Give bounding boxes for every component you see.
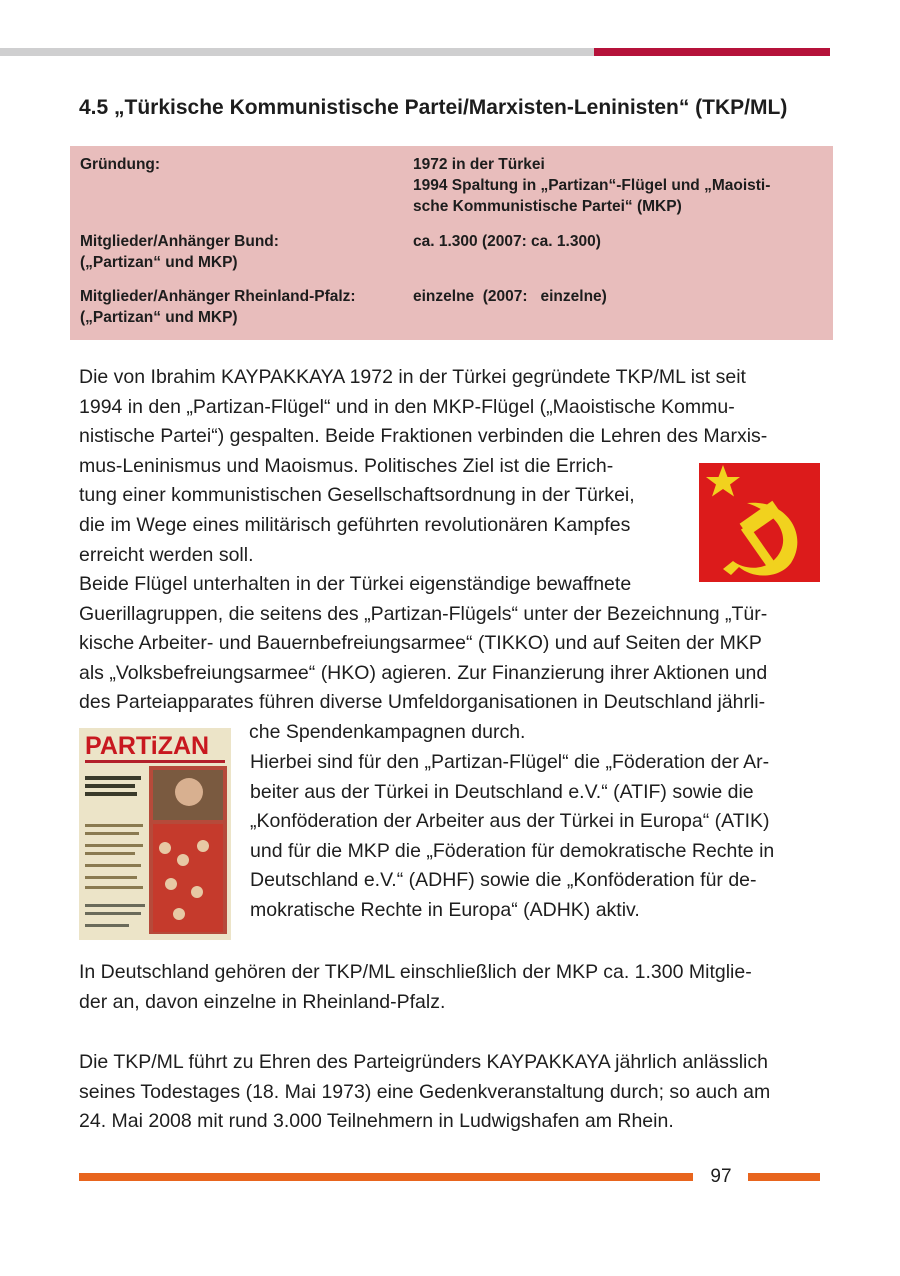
text-line: Deutschland e.V.“ (ADHF) sowie die „Konföderation für de-: [250, 869, 757, 892]
text-line: Hierbei sind für den „Partizan-Flügel“ die „Föderation der Ar-: [250, 751, 770, 773]
fact-box: [70, 146, 833, 340]
text-line: In Deutschland gehören der TKP/ML einschließlich der MKP ca. 1.300 Mitglie-: [79, 961, 752, 983]
hammer-sickle-flag-image: [699, 463, 820, 582]
text-line: der an, davon einzelne in Rheinland-Pfalz.: [79, 990, 446, 1013]
paragraph-guerilla: [79, 570, 767, 748]
fact-value: [413, 154, 818, 217]
fact-label: Gründung:: [80, 156, 161, 173]
fact-value-line: sche Kommunistische Partei“ (MKP): [413, 198, 682, 215]
footer-rule-right: [748, 1173, 820, 1181]
text-line: che Spendenkampagnen durch.: [249, 720, 526, 743]
text-line: die im Wege eines militärisch geführten revolutionären Kampfes: [79, 513, 631, 536]
magazine-cover-illustration: [79, 728, 231, 940]
fact-label: [80, 231, 410, 273]
fact-value: einzelne (2007: einzelne): [413, 288, 607, 305]
text-line: „Konföderation der Arbeiter aus der Türkei in Europa“ (ATIK): [250, 810, 770, 833]
section-title: 4.5 „Türkische Kommunistische Partei/Marxisten-Leninisten“ (TKP/ML): [79, 96, 788, 119]
header-rule-grey: [0, 48, 594, 56]
fact-label-line: Mitglieder/Anhänger Bund:: [80, 233, 279, 250]
text-line: nistische Partei“) gespalten. Beide Fraktionen verbinden die Lehren des Marxis-: [79, 425, 768, 448]
text-line: des Parteiapparates führen diverse Umfeldorganisationen in Deutschland jährli-: [79, 691, 766, 714]
fact-value-line: 1994 Spaltung in „Partizan“-Flügel und „Maoisti-: [413, 177, 771, 194]
fact-label-line: („Partizan“ und MKP): [80, 254, 238, 271]
text-line: mokratische Rechte in Europa“ (ADHK) aktiv.: [250, 898, 640, 921]
text-line: und für die MKP die „Föderation für demokratische Rechte in: [250, 839, 775, 862]
paragraph-intro: [79, 363, 767, 570]
fact-label-line: Mitglieder/Anhänger Rheinland-Pfalz:: [80, 288, 356, 305]
text-line: seines Todestages (18. Mai 1973) eine Gedenkveranstaltung durch; so auch am: [79, 1080, 771, 1103]
page-number: 97: [710, 1166, 732, 1187]
text-line: Beide Flügel unterhalten in der Türkei eigenständige bewaffnete: [79, 573, 632, 595]
hammer-sickle-icon: [699, 463, 820, 582]
fact-label: [80, 286, 410, 328]
text-line: tung einer kommunistischen Gesellschaftsordnung in der Türkei,: [79, 484, 635, 507]
fact-label-line: („Partizan“ und MKP): [80, 309, 238, 326]
paragraph-organisations: [250, 748, 774, 926]
text-line: 24. Mai 2008 mit rund 3.000 Teilnehmern in Ludwigshafen am Rhein.: [79, 1110, 674, 1133]
text-line: erreicht werden soll.: [79, 543, 254, 566]
footer-rule-left: [79, 1173, 693, 1181]
paragraph-membership: [79, 958, 752, 1017]
header-rule-red: [594, 48, 830, 56]
magazine-masthead: PARTiZAN: [85, 732, 210, 760]
fact-value: ca. 1.300 (2007: ca. 1.300): [413, 233, 601, 250]
text-line: Guerillagruppen, die seitens des „Partizan-Flügels“ unter der Bezeichnung „Tür-: [79, 602, 768, 625]
text-line: Die von Ibrahim KAYPAKKAYA 1972 in der Türkei gegründete TKP/ML ist seit: [79, 366, 746, 388]
text-line: kische Arbeiter- und Bauernbefreiungsarmee“ (TIKKO) und auf Seiten der MKP: [79, 632, 762, 655]
text-line: mus-Leninismus und Maoismus. Politisches Ziel ist die Errich-: [79, 454, 614, 477]
partizan-magazine-cover-image: [79, 728, 231, 940]
fact-value-line: 1972 in der Türkei: [413, 156, 545, 173]
text-line: 1994 in den „Partizan-Flügel“ und in den MKP-Flügel („Maoistische Kommu-: [79, 395, 735, 418]
text-line: als „Volksbefreiungsarmee“ (HKO) agieren. Zur Finanzierung ihrer Aktionen und: [79, 661, 768, 684]
text-line: Die TKP/ML führt zu Ehren des Parteigründers KAYPAKKAYA jährlich anlässlich: [79, 1051, 768, 1073]
paragraph-commemoration: [79, 1048, 770, 1137]
text-line: beiter aus der Türkei in Deutschland e.V.“ (ATIF) sowie die: [250, 780, 754, 803]
